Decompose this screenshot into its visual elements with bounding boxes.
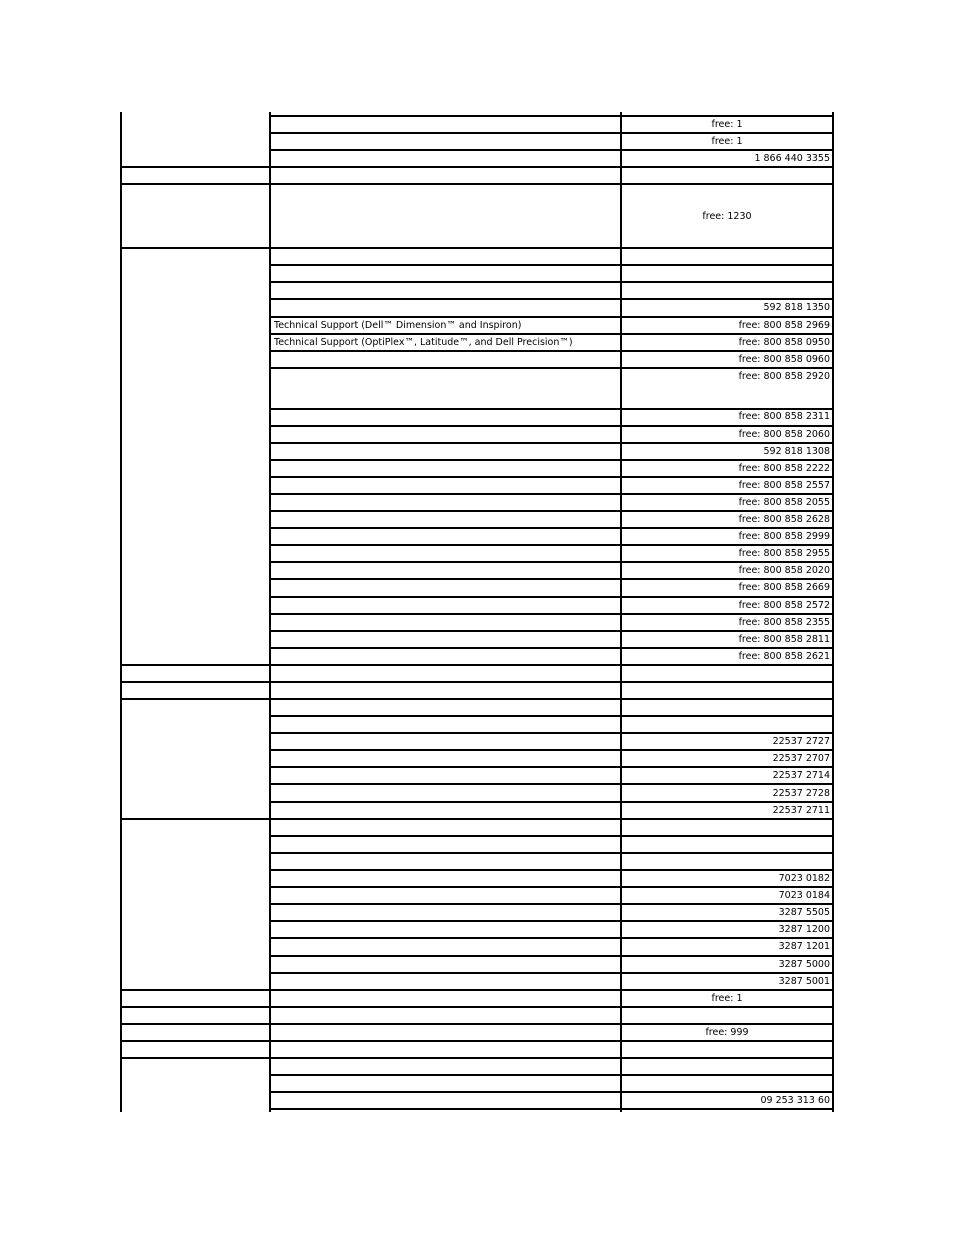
phone-number: 22537 2711	[772, 805, 830, 816]
row-border	[269, 1074, 834, 1076]
phone-number: free: 800 858 2969	[738, 320, 830, 331]
contact-table	[120, 112, 834, 1112]
phone-number: 3287 1200	[778, 924, 830, 935]
phone-number: 22537 2727	[772, 736, 830, 747]
phone-number: free: 800 858 2055	[738, 497, 830, 508]
phone-number: free: 800 858 2557	[738, 480, 830, 491]
phone-number: free: 800 858 2020	[738, 565, 830, 576]
row-border	[120, 247, 834, 249]
phone-number: 1 866 440 3355	[754, 153, 830, 164]
phone-number: free: 800 858 2811	[738, 634, 830, 645]
column-border	[269, 112, 271, 1112]
phone-number: free: 999	[705, 1027, 749, 1038]
phone-number: 7023 0182	[778, 873, 830, 884]
phone-number: 7023 0184	[778, 890, 830, 901]
phone-number: 09 253 313 60	[760, 1095, 830, 1106]
phone-number: free: 800 858 2311	[738, 411, 830, 422]
row-border	[120, 1057, 834, 1059]
column-border	[120, 112, 122, 1112]
phone-number: 592 818 1350	[763, 302, 830, 313]
phone-number: 3287 1201	[778, 941, 830, 952]
row-border	[120, 183, 834, 185]
row-border	[120, 698, 834, 700]
row-border	[269, 281, 834, 283]
phone-number: free: 800 858 0950	[738, 337, 830, 348]
service-label: Technical Support (OptiPlex™, Latitude™, and Dell Precision™)	[274, 337, 573, 348]
phone-number: free: 800 858 2999	[738, 531, 830, 542]
phone-number: free: 1230	[702, 211, 752, 222]
phone-number: free: 800 858 2060	[738, 429, 830, 440]
phone-number: free: 800 858 2628	[738, 514, 830, 525]
phone-number: free: 800 858 2621	[738, 651, 830, 662]
phone-number: 3287 5505	[778, 907, 830, 918]
row-border	[269, 264, 834, 266]
phone-number: free: 800 858 2355	[738, 617, 830, 628]
phone-number: 3287 5000	[778, 959, 830, 970]
phone-number: free: 800 858 2222	[738, 463, 830, 474]
phone-number: free: 800 858 2572	[738, 600, 830, 611]
phone-number: 22537 2728	[772, 788, 830, 799]
column-border	[832, 112, 834, 1112]
column-border	[620, 112, 622, 1112]
phone-number: 22537 2714	[772, 770, 830, 781]
phone-number: 3287 5001	[778, 976, 830, 987]
row-border	[269, 715, 834, 717]
row-border	[269, 835, 834, 837]
phone-number: free: 800 858 2669	[738, 582, 830, 593]
phone-number: free: 800 858 2920	[738, 371, 830, 382]
phone-number: free: 800 858 0960	[738, 354, 830, 365]
phone-number: free: 1	[711, 119, 743, 130]
service-label: Technical Support (Dell™ Dimension™ and Inspiron)	[274, 320, 522, 331]
phone-number: free: 1	[711, 136, 743, 147]
row-border	[269, 852, 834, 854]
row-border	[120, 681, 834, 683]
phone-number: free: 1	[711, 993, 743, 1004]
phone-number: 22537 2707	[772, 753, 830, 764]
phone-number: free: 800 858 2955	[738, 548, 830, 559]
phone-number: 592 818 1308	[763, 446, 830, 457]
